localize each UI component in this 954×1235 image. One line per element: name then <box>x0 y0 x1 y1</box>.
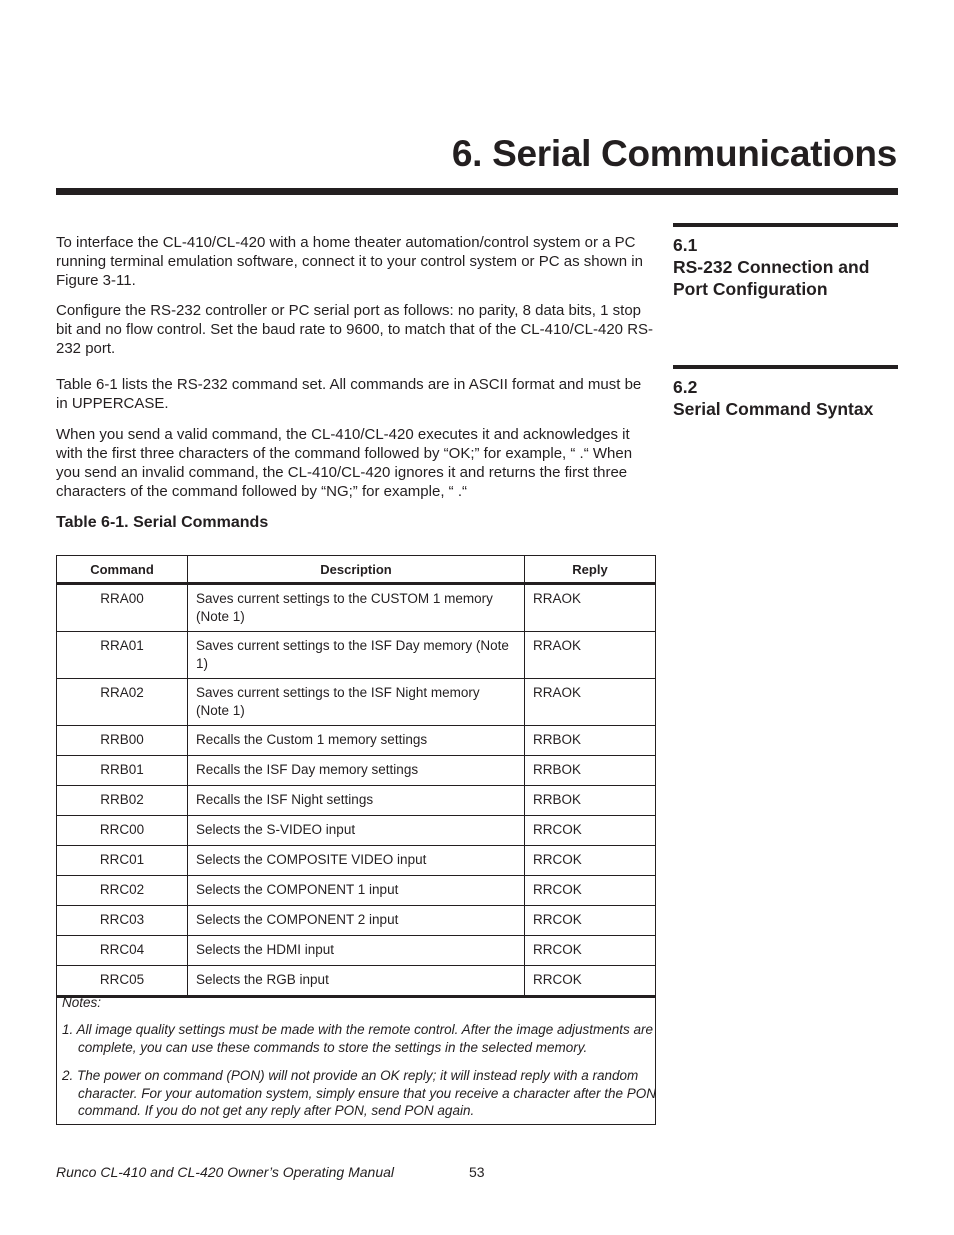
command-cell: RRB01 <box>57 756 188 786</box>
reply-cell: RRAOK <box>525 632 656 679</box>
port-config-paragraph: Configure the RS-232 controller or PC serial port as follows: no parity, 8 data bits, 1 stop bit and no flow control. Set the baud rate to 9600, to match that of the CL-410/CL-420 RS-232 port. <box>56 302 654 357</box>
table-row <box>57 786 656 816</box>
table-row <box>57 632 656 679</box>
reply-cell: RRCOK <box>525 936 656 966</box>
reply-cell: RRCOK <box>525 816 656 846</box>
table-notes <box>56 990 656 1125</box>
command-cell: RRA00 <box>57 584 188 632</box>
reply-cell: RRBOK <box>525 756 656 786</box>
notes-label: Notes: <box>62 995 102 1010</box>
description-cell: Selects the RGB input <box>188 966 525 997</box>
table-row <box>57 679 656 726</box>
command-cell: RRC04 <box>57 936 188 966</box>
description-cell: Saves current settings to the CUSTOM 1 memory (Note 1) <box>188 584 525 632</box>
section-title: Serial Command Syntax <box>673 399 874 419</box>
reply-cell: RRCOK <box>525 846 656 876</box>
section-heading-6-2 <box>673 376 903 420</box>
reply-cell: RRBOK <box>525 726 656 756</box>
note-item: 2. The power on command (PON) will not provide an OK reply; it will instead reply with a random character. For your automation system, simply ensure that you receive a character after the PON command. If you do not get any reply after PON, send PON again. <box>62 1068 656 1118</box>
command-cell: RRC03 <box>57 906 188 936</box>
description-cell: Recalls the Custom 1 memory settings <box>188 726 525 756</box>
table-row <box>57 876 656 906</box>
command-cell: RRC00 <box>57 816 188 846</box>
table-row <box>57 726 656 756</box>
description-cell: Recalls the ISF Night settings <box>188 786 525 816</box>
page-number: 53 <box>469 1164 485 1180</box>
reply-cell: RRAOK <box>525 584 656 632</box>
section-number: 6.1 <box>673 235 698 255</box>
note-item: 1. All image quality settings must be made with the remote control. After the image adjustments are complete, you can use these commands to store the settings in the selected memory. <box>62 1022 654 1055</box>
intro-paragraph: To interface the CL-410/CL-420 with a home theater automation/control system or a PC running terminal emulation software, connect it to your control system or PC as shown in Figure 3-11. <box>56 234 643 289</box>
description-cell: Selects the COMPONENT 1 input <box>188 876 525 906</box>
command-cell: RRC05 <box>57 966 188 997</box>
column-header-description: Description <box>188 556 525 584</box>
command-set-paragraph: Table 6-1 lists the RS-232 command set. All commands are in ASCII format and must be in UPPERCASE. <box>56 376 642 412</box>
description-cell: Selects the COMPOSITE VIDEO input <box>188 846 525 876</box>
description-cell: Recalls the ISF Day memory settings <box>188 756 525 786</box>
description-cell: Selects the S-VIDEO input <box>188 816 525 846</box>
description-cell: Selects the HDMI input <box>188 936 525 966</box>
description-cell: Saves current settings to the ISF Day memory (Note 1) <box>188 632 525 679</box>
table-caption: Table 6-1. Serial Commands <box>56 514 269 531</box>
table-header-row <box>57 556 656 584</box>
command-cell: RRB02 <box>57 786 188 816</box>
serial-commands-table <box>56 555 656 998</box>
command-cell: RRC01 <box>57 846 188 876</box>
chapter-title: 6. Serial Communications <box>451 133 897 174</box>
reply-cell: RRCOK <box>525 906 656 936</box>
section-heading-6-1 <box>673 234 903 300</box>
table-row <box>57 816 656 846</box>
syntax-paragraph: When you send a valid command, the CL-410/CL-420 executes it and acknowledges it with the first three characters of the command followed by “OK;” for example, “ .“ When you send an invalid command, the CL-410/CL-420 ignores it and returns the first three characters of the command followed by “NG;” for example, “ .“ <box>56 426 633 500</box>
command-cell: RRA01 <box>57 632 188 679</box>
section-rule <box>673 223 898 227</box>
section-title: RS-232 Connection and Port Configuration <box>673 257 870 299</box>
command-cell: RRA02 <box>57 679 188 726</box>
description-cell: Saves current settings to the ISF Night memory (Note 1) <box>188 679 525 726</box>
table-row <box>57 936 656 966</box>
table-row <box>57 906 656 936</box>
reply-cell: RRCOK <box>525 966 656 997</box>
command-cell: RRC02 <box>57 876 188 906</box>
command-cell: RRB00 <box>57 726 188 756</box>
description-cell: Selects the COMPONENT 2 input <box>188 906 525 936</box>
reply-cell: RRAOK <box>525 679 656 726</box>
section-rule <box>673 365 898 369</box>
column-header-command: Command <box>57 556 188 584</box>
table-row <box>57 756 656 786</box>
column-header-reply: Reply <box>525 556 656 584</box>
section-number: 6.2 <box>673 377 698 397</box>
table-row <box>57 846 656 876</box>
table-row <box>57 584 656 632</box>
chapter-rule <box>56 188 898 195</box>
reply-cell: RRCOK <box>525 876 656 906</box>
footer-manual-title: Runco CL-410 and CL-420 Owner’s Operating Manual <box>56 1164 395 1180</box>
reply-cell: RRBOK <box>525 786 656 816</box>
